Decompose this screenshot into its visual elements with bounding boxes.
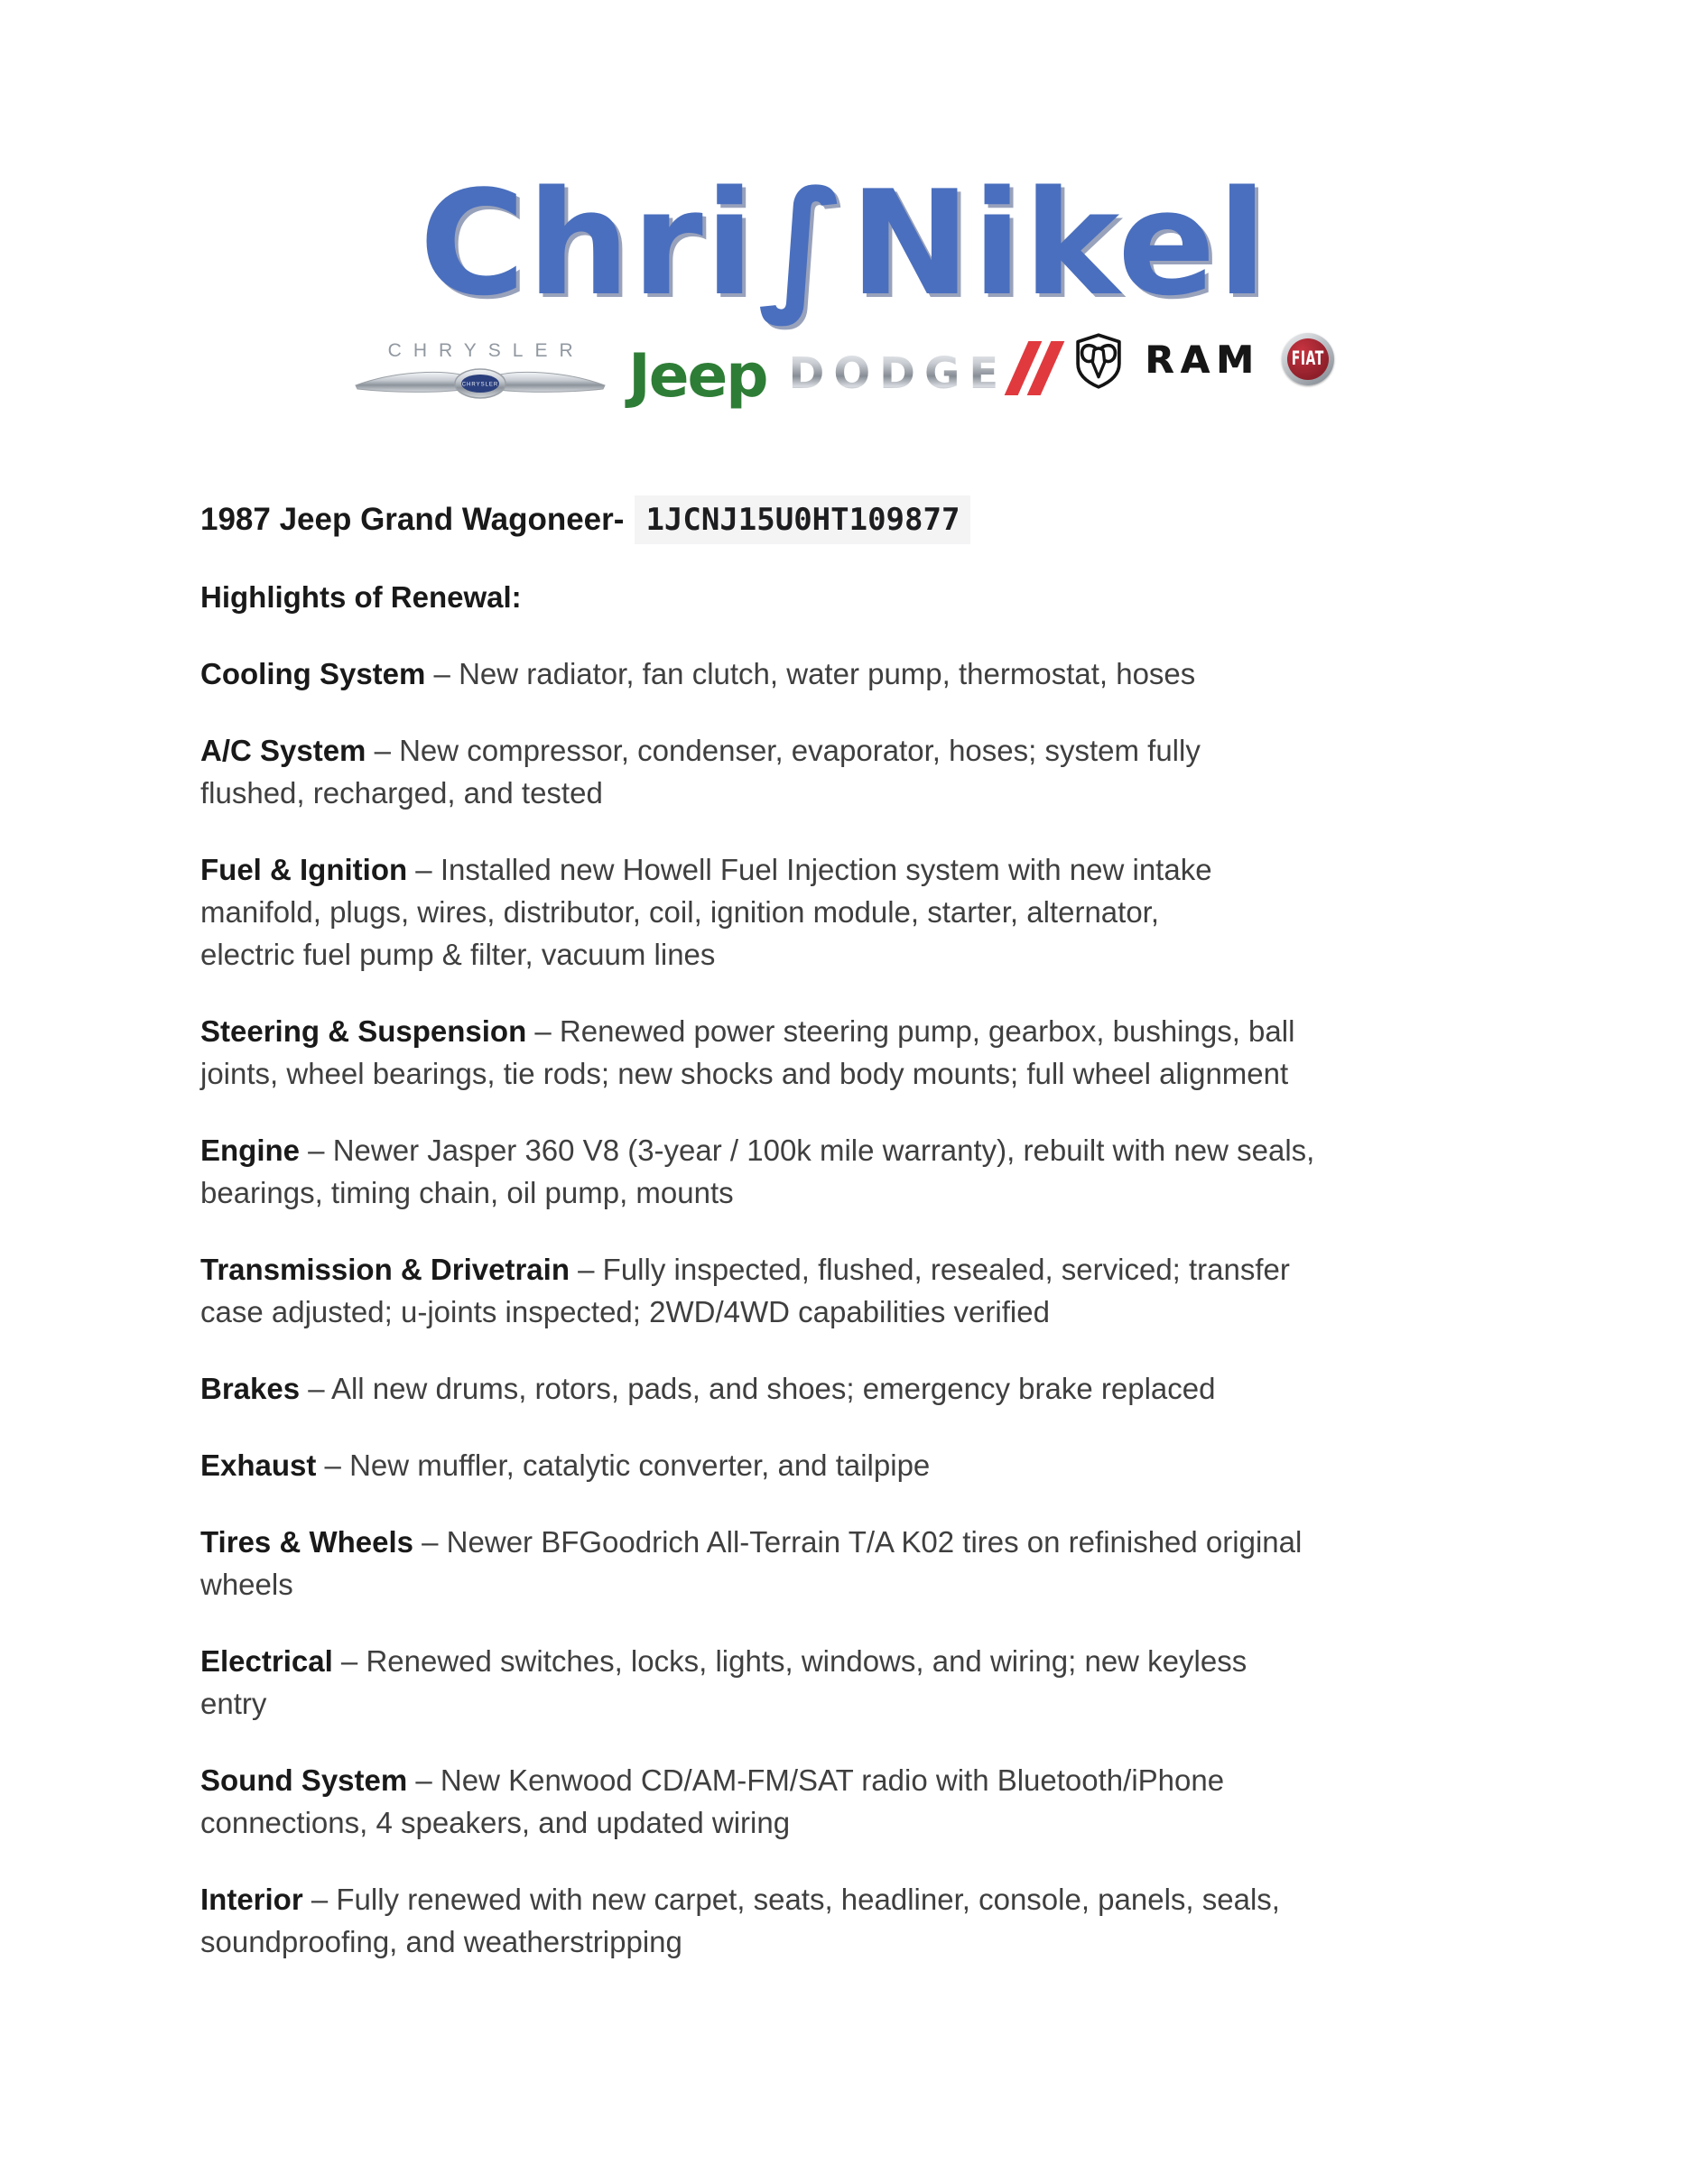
section-label: Cooling System: [200, 657, 426, 690]
ram-wordmark: RAM: [1145, 337, 1260, 382]
renewal-section: [200, 1640, 1553, 1725]
section-label: Fuel & Ignition: [200, 853, 408, 886]
section-text: – All new drums, rotors, pads, and shoes; emergency brake replaced: [300, 1372, 1216, 1405]
vehicle-vin: 1JCNJ15U0HT109877: [635, 495, 970, 544]
renewal-section: [200, 1521, 1553, 1606]
section-label: Transmission & Drivetrain: [200, 1253, 570, 1286]
jeep-wordmark: Jeep: [628, 340, 767, 411]
chrysler-wordmark: CHRYSLER: [387, 340, 585, 361]
chrysler-wings-icon: [354, 364, 607, 407]
brand-logos-row: [0, 318, 1688, 412]
fiat-badge-text: FIAT: [1291, 347, 1324, 371]
chrysler-logo: [354, 340, 607, 407]
renewal-section: [200, 1248, 1553, 1333]
section-text: – Fully renewed with new carpet, seats, headliner, console, panels, seals, soundproofing, and weatherstripping: [200, 1883, 1280, 1958]
renewal-section: [200, 848, 1553, 976]
vehicle-model: 1987 Jeep Grand Wagoneer-: [200, 502, 625, 537]
renewal-section: [200, 1444, 1553, 1486]
highlights-heading: Highlights of Renewal:: [200, 580, 522, 614]
renewal-sections: [200, 652, 1553, 1963]
dodge-slashes-icon: [1016, 341, 1053, 395]
section-label: Engine: [200, 1134, 301, 1167]
renewal-section: [200, 652, 1553, 695]
brand-text-post: Nikel: [849, 159, 1269, 328]
renewal-section: [200, 1759, 1553, 1844]
dealership-logo: [0, 0, 1688, 412]
section-text: – Newer Jasper 360 V8 (3-year / 100k mile warranty), rebuilt with new seals, bearings, timing chain, oil pump, mounts: [200, 1134, 1315, 1209]
section-label: Steering & Suspension: [200, 1014, 527, 1048]
brand-text-pre: Chri: [419, 159, 756, 328]
section-label: Tires & Wheels: [200, 1525, 413, 1559]
fiat-badge-icon: [1282, 333, 1334, 385]
dodge-wordmark: DODGE: [788, 348, 1008, 399]
vehicle-title: [200, 498, 1553, 541]
section-text: – Renewed switches, locks, lights, windows, and wiring; new keyless entry: [200, 1644, 1247, 1720]
ram-head-logo-icon: [1074, 333, 1123, 389]
renewal-section: [200, 1878, 1553, 1963]
section-label: Brakes: [200, 1372, 301, 1405]
section-text: – Newer BFGoodrich All-Terrain T/A K02 tires on refinished original wheels: [200, 1525, 1303, 1601]
vehicle-description: [200, 498, 1553, 1963]
renewal-section: [200, 729, 1553, 814]
renewal-section: [200, 1367, 1553, 1410]
section-label: Interior: [200, 1883, 303, 1916]
section-label: A/C System: [200, 734, 366, 767]
section-text: – Installed new Howell Fuel Injection system with new intake manifold, plugs, wires, distributor, coil, ignition module, starter, alternator, electric fuel pump & filter, vacuum lines: [200, 853, 1212, 971]
section-text: – New muffler, catalytic converter, and tailpipe: [316, 1448, 931, 1482]
section-text: – Fully inspected, flushed, resealed, serviced; transfer case adjusted; u-joints inspected; 2WD/4WD capabilities verified: [200, 1253, 1290, 1328]
section-text: – New radiator, fan clutch, water pump, thermostat, hoses: [425, 657, 1196, 690]
section-label: Electrical: [200, 1644, 333, 1678]
section-label: Exhaust: [200, 1448, 317, 1482]
chrysler-badge-text: CHRYSLER: [461, 382, 499, 388]
renewal-section: [200, 1010, 1553, 1095]
chrisnikel-wordmark: [0, 159, 1688, 328]
brand-stylized-s: ∫: [757, 159, 849, 328]
section-text: – New compressor, condenser, evaporator, hoses; system fully flushed, recharged, and tested: [200, 734, 1201, 810]
renewal-section: [200, 1129, 1553, 1214]
section-text: – Renewed power steering pump, gearbox, bushings, ball joints, wheel bearings, tie rods; new shocks and body mounts; full wheel alignment: [200, 1014, 1295, 1090]
section-label: Sound System: [200, 1763, 408, 1797]
section-text: – New Kenwood CD/AM-FM/SAT radio with Bluetooth/iPhone connections, 4 speakers, and updated wiring: [200, 1763, 1225, 1839]
